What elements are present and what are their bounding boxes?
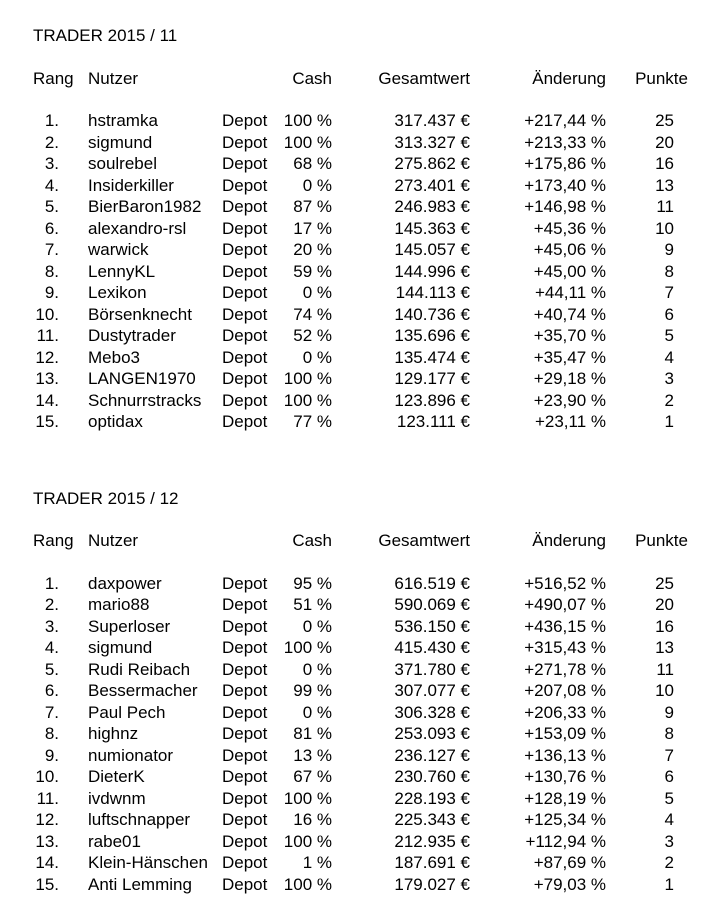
cell-nutzer: ivdwnm — [88, 788, 146, 808]
cell-gesamtwert: 590.069 € — [394, 595, 470, 614]
cell-gesamtwert: 317.437 € — [394, 111, 470, 130]
table-row — [33, 304, 724, 326]
cell-punkte: 2 — [664, 853, 674, 872]
cell-depot: Depot — [222, 390, 268, 410]
table-row — [33, 809, 724, 831]
cell-gesamtwert: 212.935 € — [394, 831, 470, 851]
table-title: TRADER 2015 / 12 — [33, 488, 179, 508]
cell-cash: 0 % — [302, 616, 332, 636]
cell-rang: 8. — [44, 724, 59, 743]
cell-cash: 0 % — [302, 347, 332, 367]
cell-gesamtwert: 415.430 € — [394, 638, 470, 657]
cell-gesamtwert: 225.343 € — [394, 810, 470, 829]
cell-cash: 87 % — [293, 197, 332, 216]
table-row — [33, 132, 724, 154]
cell-gesamtwert: 144.996 € — [394, 261, 470, 281]
cell-nutzer: BierBaron1982 — [88, 197, 202, 216]
cell-gesamtwert: 145.363 € — [394, 218, 470, 238]
table-row — [33, 852, 724, 874]
cell-punkte: 16 — [655, 616, 674, 636]
cell-aenderung: +40,74 % — [533, 304, 606, 324]
cell-depot: Depot — [222, 638, 268, 657]
cell-aenderung: +35,70 % — [533, 326, 606, 345]
cell-cash: 100 % — [283, 638, 332, 657]
cell-cash: 0 % — [302, 175, 332, 195]
table-row — [33, 874, 724, 896]
cell-punkte: 8 — [664, 261, 674, 281]
table-row — [33, 659, 724, 681]
cell-gesamtwert: 253.093 € — [394, 724, 470, 743]
cell-punkte: 6 — [664, 304, 674, 324]
cell-nutzer: soulrebel — [88, 154, 157, 173]
cell-punkte: 2 — [664, 390, 674, 410]
cell-rang: 9. — [44, 745, 59, 765]
table-row — [33, 616, 724, 638]
cell-rang: 4. — [44, 175, 59, 195]
cell-rang: 14. — [35, 853, 59, 872]
cell-aenderung: +35,47 % — [533, 347, 606, 367]
cell-gesamtwert: 236.127 € — [394, 745, 470, 765]
cell-aenderung: +217,44 % — [524, 111, 606, 130]
cell-depot: Depot — [222, 304, 268, 324]
cell-cash: 77 % — [293, 412, 332, 431]
cell-punkte: 13 — [655, 638, 674, 657]
cell-gesamtwert: 187.691 € — [394, 853, 470, 872]
table-row — [33, 594, 724, 616]
cell-depot: Depot — [222, 132, 268, 152]
cell-rang: 15. — [35, 412, 59, 431]
cell-rang: 6. — [44, 218, 59, 238]
cell-depot: Depot — [222, 326, 268, 345]
cell-nutzer: Rudi Reibach — [88, 659, 191, 679]
cell-aenderung: +173,40 % — [524, 175, 606, 195]
table-row — [33, 637, 724, 659]
cell-depot: Depot — [222, 573, 268, 593]
cell-cash: 0 % — [302, 659, 332, 679]
cell-cash: 81 % — [293, 724, 332, 743]
cell-cash: 0 % — [302, 283, 332, 302]
cell-aenderung: +29,18 % — [533, 369, 606, 388]
cell-depot: Depot — [222, 788, 268, 808]
cell-rang: 11. — [36, 788, 59, 808]
cell-cash: 100 % — [283, 369, 332, 388]
table-row — [33, 110, 724, 132]
cell-punkte: 8 — [664, 724, 674, 743]
cell-nutzer: Klein-Hänschen — [88, 853, 209, 872]
cell-aenderung: +206,33 % — [524, 702, 606, 722]
table-row — [33, 239, 724, 261]
cell-nutzer: Bessermacher — [88, 681, 198, 700]
col-header-aenderung: Änderung — [532, 531, 606, 550]
cell-punkte: 10 — [655, 218, 674, 238]
cell-gesamtwert: 306.328 € — [394, 702, 470, 722]
cell-cash: 67 % — [293, 767, 332, 786]
cell-gesamtwert: 313.327 € — [394, 132, 470, 152]
cell-aenderung: +23,11 % — [534, 412, 606, 431]
table-row — [33, 218, 724, 240]
table-row — [33, 175, 724, 197]
table-row — [33, 153, 724, 175]
cell-aenderung: +23,90 % — [533, 390, 606, 410]
col-header-gesamtwert: Gesamtwert — [378, 68, 470, 88]
table-row — [33, 390, 724, 412]
cell-gesamtwert: 307.077 € — [394, 681, 470, 700]
cell-aenderung: +153,09 % — [524, 724, 606, 743]
cell-rang: 15. — [35, 874, 59, 894]
cell-rang: 2. — [44, 132, 59, 152]
cell-depot: Depot — [222, 197, 268, 216]
cell-nutzer: hstramka — [88, 111, 158, 130]
cell-rang: 5. — [44, 197, 59, 216]
cell-nutzer: alexandro-rsl — [88, 218, 187, 238]
cell-gesamtwert: 179.027 € — [394, 874, 470, 894]
table-row — [33, 788, 724, 810]
cell-depot: Depot — [222, 659, 268, 679]
cell-gesamtwert: 228.193 € — [394, 788, 470, 808]
cell-nutzer: Superloser — [88, 616, 171, 636]
cell-depot: Depot — [222, 261, 268, 281]
cell-rang: 8. — [44, 261, 59, 281]
cell-rang: 10. — [35, 304, 59, 324]
cell-gesamtwert: 123.111 € — [396, 412, 470, 431]
cell-cash: 95 % — [293, 573, 332, 593]
cell-punkte: 5 — [664, 326, 674, 345]
cell-punkte: 25 — [655, 573, 674, 593]
cell-nutzer: Dustytrader — [88, 326, 176, 345]
cell-aenderung: +207,08 % — [524, 681, 606, 700]
cell-depot: Depot — [222, 283, 268, 302]
col-header-depot-spacer — [222, 530, 280, 552]
cell-rang: 3. — [44, 154, 59, 173]
table-row — [33, 723, 724, 745]
cell-gesamtwert: 616.519 € — [394, 573, 470, 593]
cell-cash: 13 % — [293, 745, 332, 765]
cell-depot: Depot — [222, 831, 268, 851]
cell-depot: Depot — [222, 412, 268, 431]
cell-nutzer: mario88 — [88, 595, 150, 614]
table-row — [33, 368, 724, 390]
cell-gesamtwert: 123.896 € — [394, 390, 470, 410]
table-row — [33, 261, 724, 283]
cell-aenderung: +175,86 % — [524, 154, 606, 173]
table-title: TRADER 2015 / 11 — [33, 26, 178, 45]
cell-depot: Depot — [222, 111, 268, 130]
cell-depot: Depot — [222, 595, 268, 614]
cell-aenderung: +516,52 % — [524, 573, 606, 593]
col-header-depot-spacer — [222, 68, 280, 90]
cell-rang: 13. — [35, 831, 59, 851]
cell-gesamtwert: 140.736 € — [394, 304, 470, 324]
cell-cash: 100 % — [283, 788, 332, 808]
cell-punkte: 7 — [664, 745, 674, 765]
cell-aenderung: +79,03 % — [533, 874, 606, 894]
cell-nutzer: Mebo3 — [88, 347, 140, 367]
cell-depot: Depot — [222, 347, 268, 367]
cell-cash: 52 % — [293, 326, 332, 345]
cell-aenderung: +136,13 % — [524, 745, 606, 765]
col-header-gesamtwert: Gesamtwert — [378, 531, 470, 550]
cell-rang: 14. — [35, 390, 59, 410]
cell-cash: 51 % — [293, 595, 332, 614]
cell-depot: Depot — [222, 175, 268, 195]
col-header-aenderung: Änderung — [532, 68, 606, 88]
table-row — [33, 702, 724, 724]
cell-nutzer: Lexikon — [88, 283, 147, 302]
cell-aenderung: +45,06 % — [533, 240, 606, 259]
table-row — [33, 745, 724, 767]
col-header-nutzer: Nutzer — [88, 531, 139, 550]
cell-punkte: 11 — [656, 197, 674, 216]
cell-rang: 1. — [44, 111, 59, 130]
cell-punkte: 3 — [664, 369, 674, 388]
cell-gesamtwert: 145.057 € — [394, 240, 470, 259]
cell-gesamtwert: 135.474 € — [394, 347, 470, 367]
cell-nutzer: Schnurrstracks — [88, 390, 202, 410]
cell-depot: Depot — [222, 874, 268, 894]
cell-punkte: 4 — [664, 347, 674, 367]
cell-depot: Depot — [222, 810, 268, 829]
table-row — [33, 573, 724, 595]
cell-aenderung: +271,78 % — [524, 659, 606, 679]
col-header-nutzer: Nutzer — [88, 68, 139, 88]
cell-nutzer: Paul Pech — [88, 702, 166, 722]
cell-nutzer: optidax — [88, 412, 143, 431]
cell-rang: 9. — [44, 283, 59, 302]
cell-gesamtwert: 135.696 € — [394, 326, 470, 345]
cell-cash: 100 % — [283, 874, 332, 894]
cell-nutzer: DieterK — [88, 767, 145, 786]
trader-table-2015-12 — [33, 488, 724, 896]
cell-gesamtwert: 230.760 € — [394, 767, 470, 786]
cell-aenderung: +44,11 % — [534, 283, 606, 302]
cell-cash: 0 % — [302, 702, 332, 722]
table-row — [33, 766, 724, 788]
cell-depot: Depot — [222, 853, 268, 872]
cell-aenderung: +490,07 % — [524, 595, 606, 614]
cell-cash: 68 % — [293, 154, 332, 173]
cell-gesamtwert: 129.177 € — [394, 369, 470, 388]
cell-depot: Depot — [222, 724, 268, 743]
cell-rang: 7. — [44, 240, 59, 259]
cell-rang: 4. — [44, 638, 59, 657]
cell-cash: 16 % — [293, 810, 332, 829]
cell-depot: Depot — [222, 745, 268, 765]
cell-rang: 3. — [44, 616, 59, 636]
cell-aenderung: +315,43 % — [524, 638, 606, 657]
cell-gesamtwert: 371.780 € — [394, 659, 470, 679]
cell-depot: Depot — [222, 218, 268, 238]
cell-gesamtwert: 246.983 € — [394, 197, 470, 216]
table-row — [33, 282, 724, 304]
cell-punkte: 9 — [664, 702, 674, 722]
col-header-cash: Cash — [292, 68, 332, 88]
cell-nutzer: rabe01 — [88, 831, 141, 851]
cell-punkte: 11 — [656, 659, 674, 679]
cell-punkte: 13 — [655, 175, 674, 195]
cell-cash: 1 % — [302, 853, 332, 872]
col-header-rang: Rang — [33, 531, 74, 550]
cell-cash: 17 % — [293, 218, 332, 238]
cell-punkte: 16 — [655, 154, 674, 173]
cell-nutzer: warwick — [88, 240, 149, 259]
col-header-rang: Rang — [33, 68, 74, 88]
cell-punkte: 1 — [664, 412, 674, 431]
cell-aenderung: +130,76 % — [524, 767, 606, 786]
cell-cash: 59 % — [293, 261, 332, 281]
cell-punkte: 20 — [655, 595, 674, 614]
col-header-punkte: Punkte — [635, 531, 688, 550]
cell-aenderung: +45,00 % — [533, 261, 606, 281]
cell-nutzer: numionator — [88, 745, 174, 765]
table-row — [33, 196, 724, 218]
cell-aenderung: +112,94 % — [525, 831, 606, 851]
cell-rang: 7. — [44, 702, 59, 722]
table-row — [33, 325, 724, 347]
cell-punkte: 9 — [664, 240, 674, 259]
trader-table-2015-11 — [33, 25, 724, 433]
cell-gesamtwert: 275.862 € — [394, 154, 470, 173]
cell-depot: Depot — [222, 681, 268, 700]
cell-nutzer: Börsenknecht — [88, 304, 192, 324]
cell-nutzer: Anti Lemming — [88, 874, 192, 894]
cell-rang: 6. — [44, 681, 59, 700]
col-header-punkte: Punkte — [635, 68, 688, 88]
cell-punkte: 7 — [664, 283, 674, 302]
table-header-row — [33, 530, 724, 552]
cell-rang: 5. — [44, 659, 59, 679]
cell-rang: 12. — [35, 810, 59, 829]
cell-cash: 100 % — [283, 831, 332, 851]
cell-depot: Depot — [222, 767, 268, 786]
cell-aenderung: +128,19 % — [524, 788, 606, 808]
cell-cash: 20 % — [293, 240, 332, 259]
cell-depot: Depot — [222, 154, 268, 173]
cell-depot: Depot — [222, 616, 268, 636]
cell-cash: 99 % — [293, 681, 332, 700]
cell-gesamtwert: 273.401 € — [394, 175, 470, 195]
cell-nutzer: daxpower — [88, 573, 162, 593]
cell-aenderung: +125,34 % — [524, 810, 606, 829]
cell-rang: 2. — [44, 595, 59, 614]
table-row — [33, 347, 724, 369]
cell-punkte: 1 — [664, 874, 674, 894]
cell-punkte: 25 — [655, 111, 674, 130]
cell-aenderung: +436,15 % — [524, 616, 606, 636]
cell-aenderung: +87,69 % — [533, 853, 606, 872]
cell-nutzer: sigmund — [88, 132, 153, 152]
table-header-row — [33, 68, 724, 90]
cell-aenderung: +146,98 % — [524, 197, 606, 216]
cell-punkte: 3 — [664, 831, 674, 851]
cell-punkte: 6 — [664, 767, 674, 786]
cell-punkte: 4 — [664, 810, 674, 829]
cell-cash: 100 % — [283, 111, 332, 130]
cell-rang: 1. — [44, 573, 59, 593]
cell-rang: 11. — [36, 326, 59, 345]
cell-punkte: 10 — [655, 681, 674, 700]
cell-depot: Depot — [222, 369, 268, 388]
cell-depot: Depot — [222, 702, 268, 722]
cell-nutzer: LennyKL — [88, 261, 156, 281]
cell-punkte: 20 — [655, 132, 674, 152]
cell-nutzer: luftschnapper — [88, 810, 191, 829]
cell-rang: 12. — [35, 347, 59, 367]
table-row — [33, 411, 724, 433]
cell-cash: 100 % — [283, 132, 332, 152]
cell-depot: Depot — [222, 240, 268, 259]
col-header-cash: Cash — [292, 531, 332, 550]
cell-nutzer: LANGEN1970 — [88, 369, 196, 388]
cell-nutzer: Insiderkiller — [88, 175, 174, 195]
table-row — [33, 831, 724, 853]
cell-cash: 100 % — [283, 390, 332, 410]
table-row — [33, 680, 724, 702]
cell-nutzer: highnz — [88, 724, 139, 743]
cell-rang: 10. — [35, 767, 59, 786]
cell-aenderung: +213,33 % — [524, 132, 606, 152]
cell-gesamtwert: 536.150 € — [394, 616, 470, 636]
cell-gesamtwert: 144.113 € — [395, 283, 470, 302]
cell-punkte: 5 — [664, 788, 674, 808]
cell-nutzer: sigmund — [88, 638, 153, 657]
cell-aenderung: +45,36 % — [533, 218, 606, 238]
cell-rang: 13. — [35, 369, 59, 388]
table-rows — [33, 573, 724, 896]
cell-cash: 74 % — [293, 304, 332, 324]
table-rows — [33, 110, 724, 433]
